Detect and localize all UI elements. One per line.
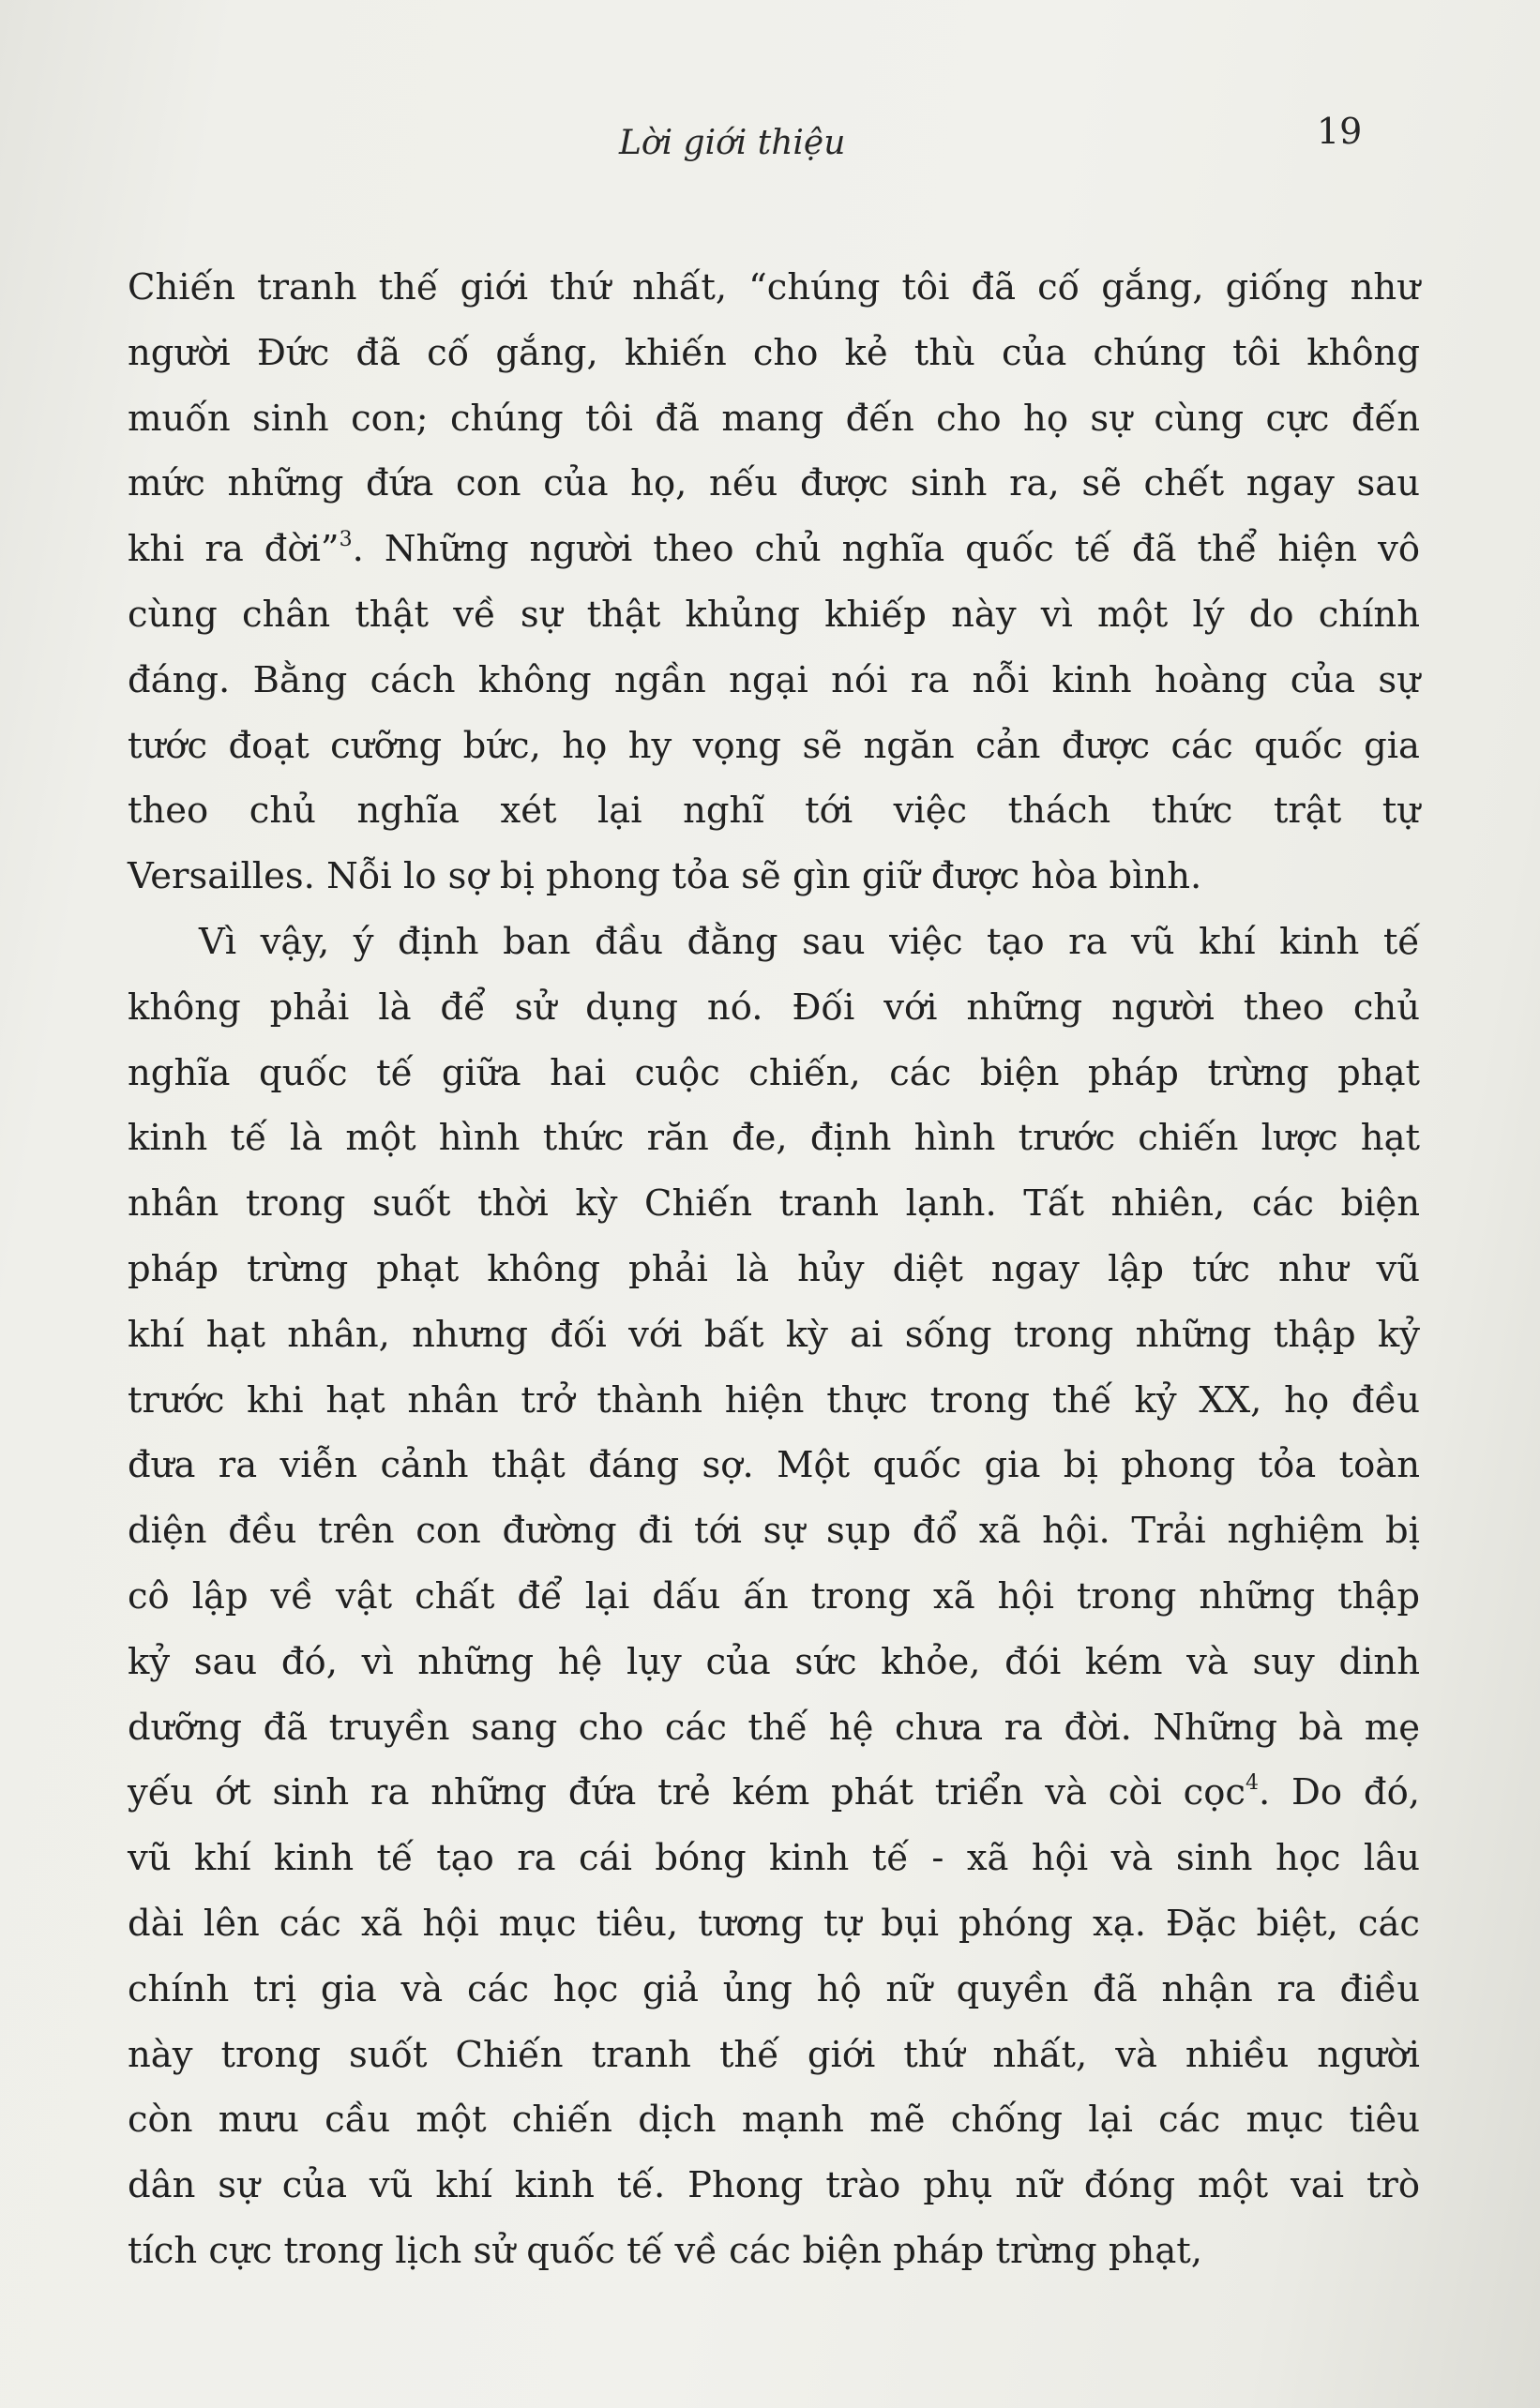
text-line: nghĩa quốc tế giữa hai cuộc chiến, các biện pháp trừng phạt — [128, 1051, 1420, 1094]
text-line: vũ khí kinh tế tạo ra cái bóng kinh tế - xã hội và sinh học lâu — [128, 1837, 1420, 1880]
text-line: dân sự của vũ khí kinh tế. Phong trào phụ nữ đóng một vai trò — [128, 2164, 1420, 2207]
text-line: không phải là để sử dụng nó. Đối với những người theo chủ — [128, 986, 1420, 1029]
text-line: mức những đứa con của họ, nếu được sinh ra, sẽ chết ngay sau — [128, 462, 1420, 505]
text-line: người Đức đã cố gắng, khiến cho kẻ thù của chúng tôi không — [128, 331, 1420, 374]
paragraph — [128, 255, 1420, 910]
text-line: đáng. Bằng cách không ngần ngại nói ra nỗi kinh hoàng của sự — [128, 658, 1420, 701]
text-line: muốn sinh con; chúng tôi đã mang đến cho họ sự cùng cực đến — [128, 397, 1420, 440]
text-segment: . Do đó, — [1258, 1771, 1420, 1814]
text-line: Chiến tranh thế giới thứ nhất, “chúng tôi đã cố gắng, giống như — [128, 266, 1420, 309]
body-text — [128, 255, 1420, 2284]
text-line: pháp trừng phạt không phải là hủy diệt ngay lập tức như vũ — [128, 1247, 1420, 1290]
text-line: còn mưu cầu một chiến dịch mạnh mẽ chống lại các mục tiêu — [128, 2099, 1420, 2142]
text-segment: . Những người theo chủ nghĩa quốc tế đã thể hiện vô — [352, 528, 1421, 571]
text-line — [128, 517, 1420, 582]
footnote-marker: 3 — [339, 528, 353, 552]
text-line: cô lập về vật chất để lại dấu ấn trong xã hội trong những thập — [128, 1574, 1420, 1618]
page-number: 19 — [1317, 111, 1363, 152]
text-line: diện đều trên con đường đi tới sự sụp đổ xã hội. Trải nghiệm bị — [128, 1510, 1420, 1553]
text-line: Versailles. Nỗi lo sợ bị phong tỏa sẽ gìn giữ được hòa bình. — [128, 855, 1202, 898]
text-line: dài lên các xã hội mục tiêu, tương tự bụi phóng xạ. Đặc biệt, các — [128, 1902, 1420, 1945]
text-line: tước đoạt cưỡng bức, họ hy vọng sẽ ngăn cản được các quốc gia — [128, 724, 1420, 767]
text-line: dưỡng đã truyền sang cho các thế hệ chưa ra đời. Những bà mẹ — [128, 1706, 1420, 1749]
footnote-marker: 4 — [1245, 1771, 1259, 1796]
text-line: nhân trong suốt thời kỳ Chiến tranh lạnh. Tất nhiên, các biện — [128, 1182, 1420, 1226]
text-line: chính trị gia và các học giả ủng hộ nữ quyền đã nhận ra điều — [128, 1967, 1420, 2010]
text-line: theo chủ nghĩa xét lại nghĩ tới việc thách thức trật tự — [128, 790, 1420, 833]
text-line: cùng chân thật về sự thật khủng khiếp này vì một lý do chính — [128, 593, 1420, 636]
text-line: đưa ra viễn cảnh thật đáng sợ. Một quốc gia bị phong tỏa toàn — [128, 1444, 1420, 1487]
text-line: trước khi hạt nhân trở thành hiện thực trong thế kỷ XX, họ đều — [128, 1378, 1420, 1422]
text-segment: khi ra đời” — [128, 528, 340, 571]
text-line: khí hạt nhân, nhưng đối với bất kỳ ai sống trong những thập kỷ — [128, 1313, 1420, 1356]
text-line: này trong suốt Chiến tranh thế giới thứ nhất, và nhiều người — [128, 2033, 1420, 2076]
chapter-title: Lời giới thiệu — [619, 124, 846, 162]
text-line — [128, 1760, 1420, 1826]
running-header — [0, 111, 1540, 186]
text-segment: yếu ớt sinh ra những đứa trẻ kém phát triển và còi cọc — [128, 1771, 1246, 1814]
text-line: tích cực trong lịch sử quốc tế về các biện pháp trừng phạt, — [128, 2229, 1202, 2272]
text-line: Vì vậy, ý định ban đầu đằng sau việc tạo ra vũ khí kinh tế — [199, 920, 1420, 963]
text-line: kỷ sau đó, vì những hệ lụy của sức khỏe, đói kém và suy dinh — [128, 1640, 1420, 1683]
paragraph — [128, 910, 1420, 2284]
text-line: kinh tế là một hình thức răn đe, định hình trước chiến lược hạt — [128, 1117, 1420, 1160]
